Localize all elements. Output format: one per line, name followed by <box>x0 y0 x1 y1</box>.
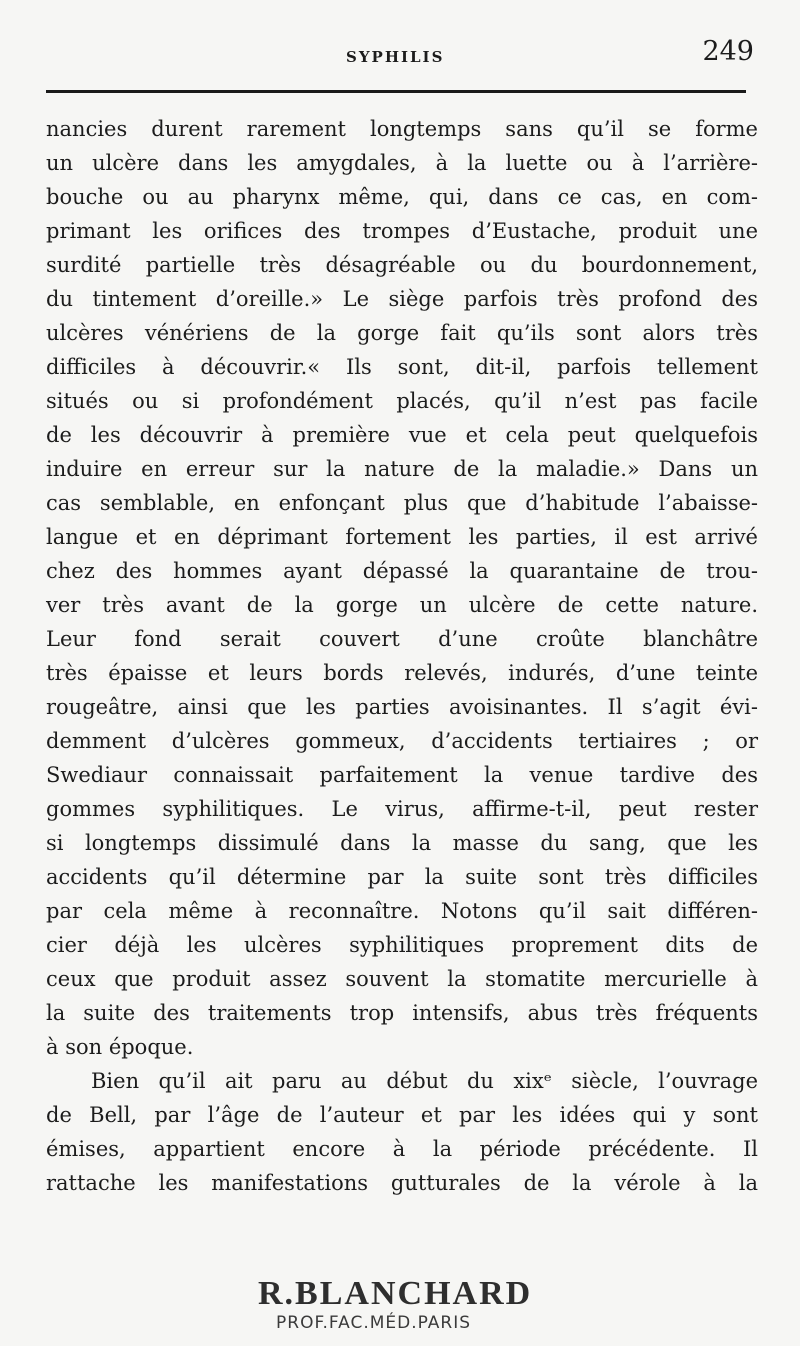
text-line: induire en erreur sur la nature de la maladie.» Dans un <box>46 457 758 481</box>
text-line: émises, appartient encore à la période précédente. Il <box>46 1137 758 1161</box>
header-rule <box>46 90 746 93</box>
text-line: si longtemps dissimulé dans la masse du sang, que les <box>46 831 758 855</box>
text-line: cier déjà les ulcères syphilitiques proprement dits de <box>46 933 758 957</box>
page-number: 249 <box>702 36 754 67</box>
text-line: par cela même à reconnaître. Notons qu’il sait différen- <box>46 899 758 923</box>
text-line: Swediaur connaissait parfaitement la venue tardive des <box>46 763 758 787</box>
text-line: rattache les manifestations gutturales de la vérole à la <box>46 1171 758 1195</box>
text-line: difficiles à découvrir.« Ils sont, dit-il, parfois tellement <box>46 355 758 379</box>
text-line: nancies durent rarement longtemps sans qu’il se forme <box>46 117 758 141</box>
text-line: du tintement d’oreille.» Le siège parfois très profond des <box>46 287 758 311</box>
text-line: chez des hommes ayant dépassé la quarantaine de trou- <box>46 559 758 583</box>
text-line: à son époque. <box>46 1035 194 1059</box>
text-line: ulcères vénériens de la gorge fait qu’ils sont alors très <box>46 321 758 345</box>
text-line: rougeâtre, ainsi que les parties avoisinantes. Il s’agit évi- <box>46 695 758 719</box>
stamp-subtitle: PROF.FAC.MÉD.PARIS <box>276 1313 472 1333</box>
text-line: accidents qu’il détermine par la suite sont très difficiles <box>46 865 758 889</box>
text-line: la suite des traitements trop intensifs, abus très fréquents <box>46 1001 758 1025</box>
text-line: langue et en déprimant fortement les parties, il est arrivé <box>46 525 758 549</box>
text-line: Leur fond serait couvert d’une croûte blanchâtre <box>46 627 758 651</box>
text-line: cas semblable, en enfonçant plus que d’habitude l’abaisse- <box>46 491 758 515</box>
page-header <box>46 34 756 74</box>
text-line: de les découvrir à première vue et cela peut quelquefois <box>46 423 758 447</box>
text-line: surdité partielle très désagréable ou du bourdonnement, <box>46 253 758 277</box>
text-line: un ulcère dans les amygdales, à la luette ou à l’arrière- <box>46 151 758 175</box>
running-title: SYPHILIS <box>346 48 445 66</box>
text-line: bouche ou au pharynx même, qui, dans ce cas, en com- <box>46 185 758 209</box>
stamp-name: R.BLANCHARD <box>258 1275 533 1312</box>
text-line: ver très avant de la gorge un ulcère de cette nature. <box>46 593 758 617</box>
text-line: gommes syphilitiques. Le virus, affirme-t-il, peut rester <box>46 797 758 821</box>
text-line: Bien qu’il ait paru au début du xixᵉ siècle, l’ouvrage <box>91 1069 758 1093</box>
text-line: de Bell, par l’âge de l’auteur et par les idées qui y sont <box>46 1103 758 1127</box>
text-line: très épaisse et leurs bords relevés, indurés, d’une teinte <box>46 661 758 685</box>
library-stamp <box>258 1275 548 1335</box>
text-line: primant les orifices des trompes d’Eustache, produit une <box>46 219 758 243</box>
text-line: demment d’ulcères gommeux, d’accidents tertiaires ; or <box>46 729 758 753</box>
text-line: situés ou si profondément placés, qu’il n’est pas facile <box>46 389 758 413</box>
text-line: ceux que produit assez souvent la stomatite mercurielle à <box>46 967 758 991</box>
